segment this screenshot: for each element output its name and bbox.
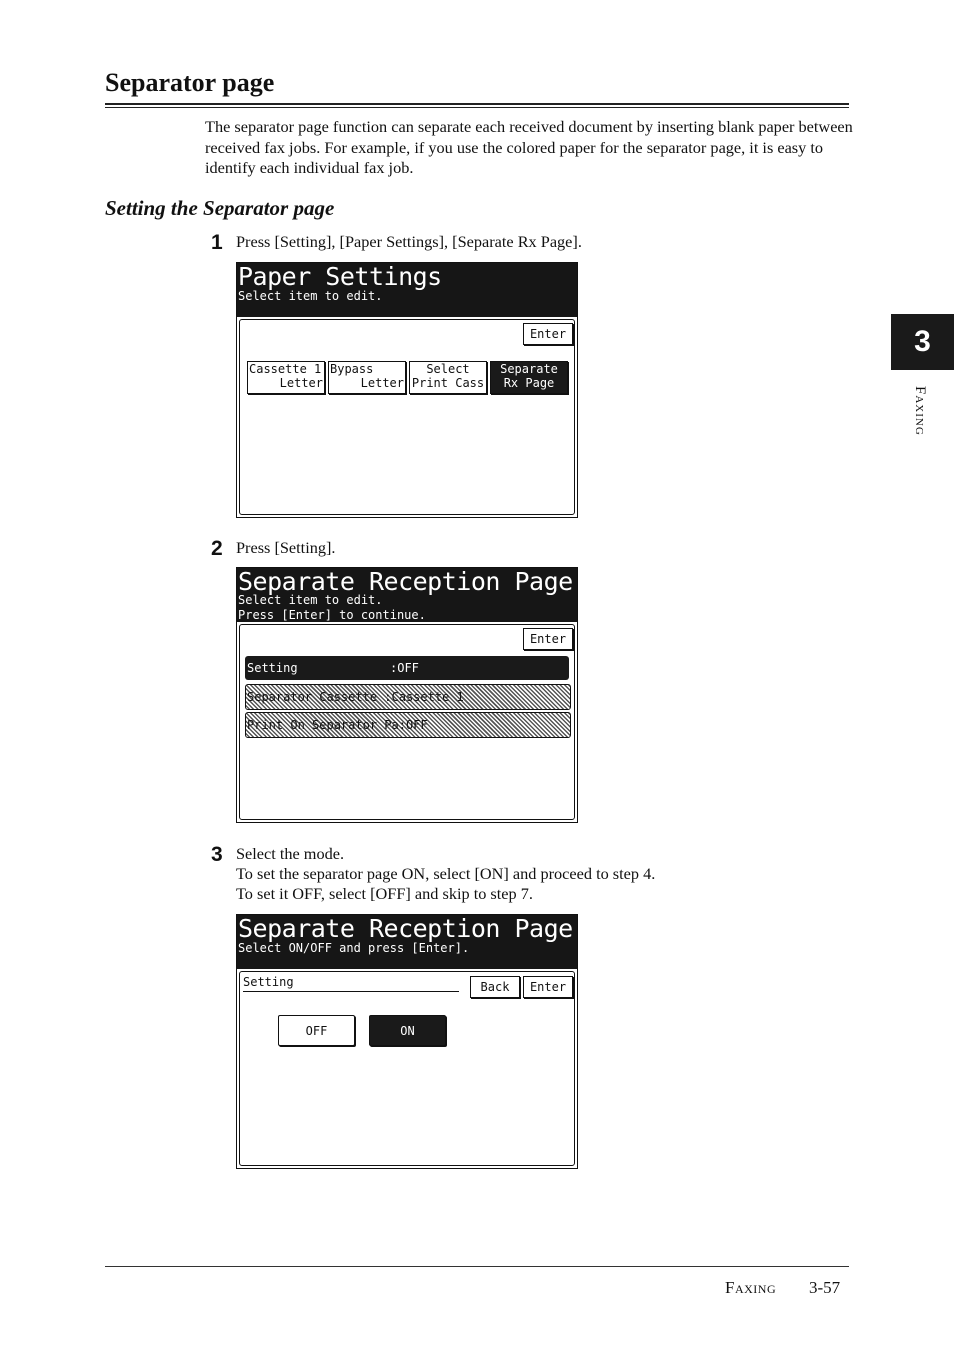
screen-body xyxy=(239,319,575,515)
separate-reception-screen xyxy=(236,567,578,823)
screen-subtitle: Select item to edit. xyxy=(238,289,383,303)
on-button[interactable]: ON xyxy=(369,1015,446,1046)
step-2-text: Press [Setting]. xyxy=(236,538,336,557)
row-label: Print On Separator Pa:OFF xyxy=(247,718,428,732)
footer-rule xyxy=(105,1266,849,1267)
button-line: Rx Page xyxy=(503,376,555,390)
screen-title: Separate Reception Page xyxy=(238,567,573,596)
button-line: Letter xyxy=(360,376,404,390)
intro-paragraph: The separator page function can separate each received document by inserting blank paper between received fax jobs. For example, if you use the colored paper for the separator page, it is easy to identify each individual fax job. xyxy=(205,117,853,177)
enter-button[interactable]: Enter xyxy=(523,628,573,650)
screen-subtitle: Select ON/OFF and press [Enter]. xyxy=(238,941,470,955)
button-line: Print Cass xyxy=(411,376,485,390)
separator-cassette-row xyxy=(245,684,571,710)
screen-header xyxy=(237,568,577,622)
off-button[interactable]: OFF xyxy=(278,1015,355,1046)
bypass-button[interactable] xyxy=(328,361,406,394)
select-print-cass-button[interactable] xyxy=(409,361,487,394)
screen-body xyxy=(239,624,575,820)
separate-rx-page-button[interactable] xyxy=(490,361,568,394)
enter-button[interactable]: Enter xyxy=(523,323,573,345)
step-3-line-3: To set it OFF, select [OFF] and skip to step 7. xyxy=(236,884,533,903)
step-3-line-2: To set the separator page ON, select [ON] and proceed to step 4. xyxy=(236,864,656,883)
row-label: Separator Cassette :Cassette 1 xyxy=(247,690,464,704)
row-label: Setting xyxy=(247,661,298,675)
screen-subtitle-2: Press [Enter] to continue. xyxy=(238,608,426,622)
title-rule xyxy=(105,103,849,105)
page-number: 3-57 xyxy=(809,1278,841,1297)
screen-header xyxy=(237,915,577,969)
screen-body xyxy=(239,971,575,1166)
screen-title: Paper Settings xyxy=(238,262,442,291)
chapter-label: Faxing xyxy=(912,386,928,436)
back-button[interactable]: Back xyxy=(470,976,520,998)
paper-settings-screen xyxy=(236,262,578,518)
setting-field-label: Setting xyxy=(243,975,459,992)
select-mode-screen xyxy=(236,914,578,1169)
cassette-1-button[interactable] xyxy=(247,361,325,394)
step-3-number: 3 xyxy=(211,843,223,866)
button-line: Select xyxy=(426,362,470,376)
row-value: :OFF xyxy=(390,661,419,675)
enter-button[interactable]: Enter xyxy=(523,976,573,998)
button-line: Cassette 1 xyxy=(249,362,322,376)
button-line: Separate xyxy=(500,362,558,376)
step-1-number: 1 xyxy=(211,231,223,254)
footer-chapter-label: Faxing xyxy=(725,1278,777,1297)
screen-subtitle: Select item to edit. xyxy=(238,593,383,607)
screen-title: Separate Reception Page xyxy=(238,914,573,943)
title-rule-thin xyxy=(105,107,849,108)
print-on-separator-row xyxy=(245,712,571,738)
section-title: Separator page xyxy=(105,68,275,97)
subsection-title: Setting the Separator page xyxy=(105,196,335,220)
step-3-line-1: Select the mode. xyxy=(236,844,345,863)
step-2-number: 2 xyxy=(211,537,223,560)
setting-row[interactable] xyxy=(245,656,569,680)
chapter-tab: 3 xyxy=(891,314,954,370)
screen-header xyxy=(237,263,577,317)
button-line: Bypass xyxy=(330,362,374,376)
button-line: Letter xyxy=(279,376,323,390)
step-1-text: Press [Setting], [Paper Settings], [Separate Rx Page]. xyxy=(236,232,582,251)
